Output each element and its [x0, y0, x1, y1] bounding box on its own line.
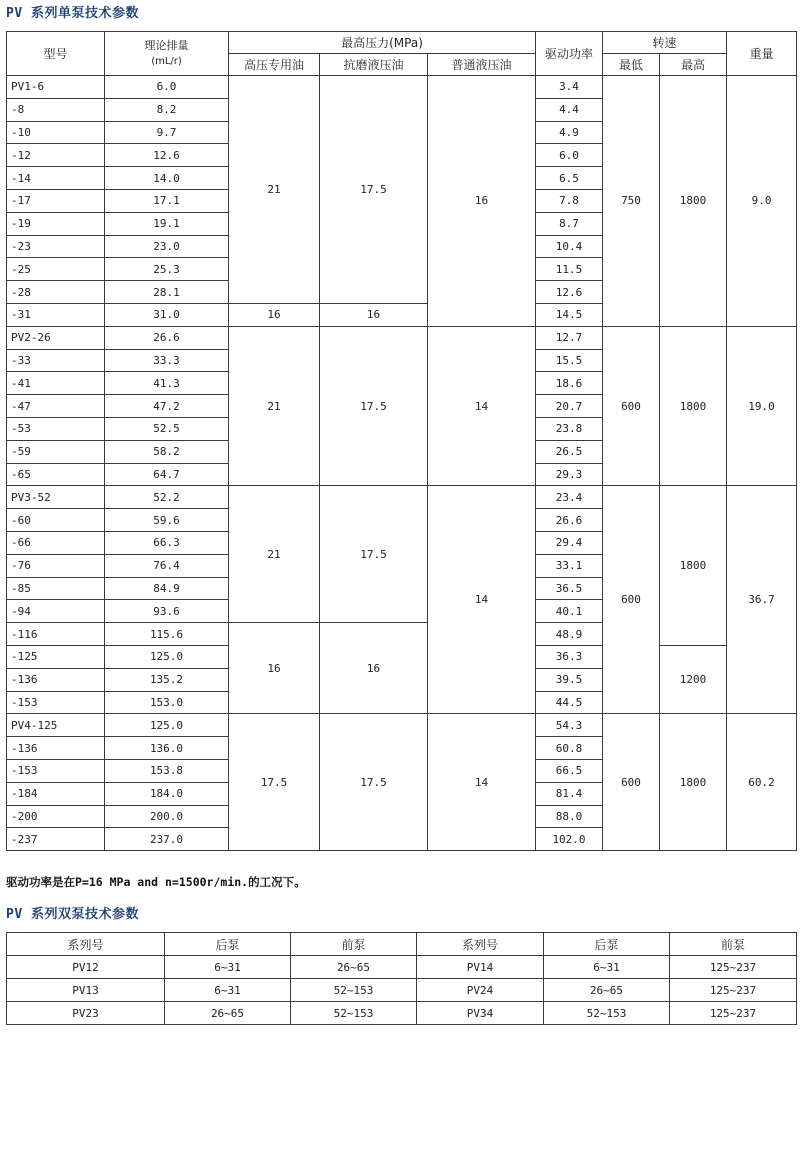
aw-oil-g4: 17.5: [320, 714, 428, 851]
displacement-cell: 6.0: [105, 76, 229, 99]
double-cell: 52~153: [544, 1002, 670, 1025]
model-cell: -28: [7, 281, 105, 304]
speed-max-g3: 1800: [660, 486, 727, 646]
model-cell: -10: [7, 121, 105, 144]
displacement-cell: 153.0: [105, 691, 229, 714]
speed-min-g2: 600: [603, 326, 660, 486]
aw-oil-g1b: 16: [320, 303, 428, 326]
model-cell: -47: [7, 395, 105, 418]
drive-power-cell: 48.9: [536, 623, 603, 646]
drive-power-cell: 8.7: [536, 212, 603, 235]
header-speed: 转速: [603, 32, 727, 54]
displacement-cell: 52.2: [105, 486, 229, 509]
double-pump-table: [6, 932, 797, 1025]
displacement-cell: 19.1: [105, 212, 229, 235]
double-cell: 26~65: [291, 956, 417, 979]
speed-min-g4: 600: [603, 714, 660, 851]
double-cell: PV34: [417, 1002, 544, 1025]
header-normal-oil: 普通液压油: [428, 54, 536, 76]
speed-max-g3b: 1200: [660, 645, 727, 713]
table-row: [7, 714, 797, 737]
header-hp-oil: 高压专用油: [229, 54, 320, 76]
table-row: [7, 76, 797, 99]
displacement-cell: 41.3: [105, 372, 229, 395]
displacement-cell: 200.0: [105, 805, 229, 828]
weight-g2: 19.0: [727, 326, 797, 486]
drive-power-cell: 12.6: [536, 281, 603, 304]
drive-power-cell: 44.5: [536, 691, 603, 714]
displacement-cell: 153.8: [105, 759, 229, 782]
displacement-cell: 8.2: [105, 98, 229, 121]
normal-oil-g4: 14: [428, 714, 536, 851]
drive-power-cell: 6.0: [536, 144, 603, 167]
drive-power-cell: 23.4: [536, 486, 603, 509]
model-cell: PV1-6: [7, 76, 105, 99]
displacement-cell: 64.7: [105, 463, 229, 486]
drive-power-note: 驱动功率是在P=16 MPa and n=1500r/min.的工况下。: [6, 875, 306, 889]
model-cell: -33: [7, 349, 105, 372]
model-cell: -60: [7, 509, 105, 532]
drive-power-cell: 88.0: [536, 805, 603, 828]
model-cell: -41: [7, 372, 105, 395]
drive-power-cell: 20.7: [536, 395, 603, 418]
displacement-cell: 135.2: [105, 668, 229, 691]
model-cell: -65: [7, 463, 105, 486]
model-cell: -184: [7, 782, 105, 805]
model-cell: -66: [7, 531, 105, 554]
normal-oil-g3: 14: [428, 486, 536, 714]
table-row: [7, 979, 797, 1002]
displacement-cell: 59.6: [105, 509, 229, 532]
model-cell: -23: [7, 235, 105, 258]
drive-power-cell: 29.3: [536, 463, 603, 486]
model-cell: -85: [7, 577, 105, 600]
model-cell: -94: [7, 600, 105, 623]
displacement-cell: 52.5: [105, 417, 229, 440]
drive-power-cell: 33.1: [536, 554, 603, 577]
model-cell: PV3-52: [7, 486, 105, 509]
model-cell: -59: [7, 440, 105, 463]
model-cell: -153: [7, 691, 105, 714]
aw-oil-g2: 17.5: [320, 326, 428, 486]
displacement-cell: 125.0: [105, 645, 229, 668]
model-cell: -76: [7, 554, 105, 577]
drive-power-cell: 66.5: [536, 759, 603, 782]
double-header-cell: 前泵: [291, 933, 417, 956]
double-header-cell: 后泵: [544, 933, 670, 956]
displacement-cell: 237.0: [105, 828, 229, 851]
drive-power-cell: 39.5: [536, 668, 603, 691]
drive-power-cell: 36.3: [536, 645, 603, 668]
displacement-cell: 12.6: [105, 144, 229, 167]
header-speed-min: 最低: [603, 54, 660, 76]
model-cell: -17: [7, 189, 105, 212]
drive-power-cell: 4.9: [536, 121, 603, 144]
drive-power-cell: 29.4: [536, 531, 603, 554]
displacement-cell: 28.1: [105, 281, 229, 304]
double-header-cell: 系列号: [7, 933, 165, 956]
header-drive-power: 驱动功率: [536, 32, 603, 76]
double-cell: PV24: [417, 979, 544, 1002]
displacement-cell: 31.0: [105, 303, 229, 326]
hp-oil-g1: 21: [229, 76, 320, 304]
double-cell: 6~31: [165, 979, 291, 1002]
header-displacement: [105, 32, 229, 76]
model-cell: -8: [7, 98, 105, 121]
model-cell: PV2-26: [7, 326, 105, 349]
drive-power-cell: 6.5: [536, 167, 603, 190]
drive-power-cell: 4.4: [536, 98, 603, 121]
header-aw-oil: 抗磨液压油: [320, 54, 428, 76]
model-cell: -237: [7, 828, 105, 851]
double-cell: 26~65: [544, 979, 670, 1002]
drive-power-cell: 81.4: [536, 782, 603, 805]
displacement-cell: 23.0: [105, 235, 229, 258]
double-cell: 125~237: [670, 1002, 797, 1025]
drive-power-cell: 26.6: [536, 509, 603, 532]
double-cell: 125~237: [670, 979, 797, 1002]
double-cell: 6~31: [544, 956, 670, 979]
double-header-cell: 系列号: [417, 933, 544, 956]
drive-power-cell: 40.1: [536, 600, 603, 623]
double-pump-title: PV 系列双泵技术参数: [6, 907, 139, 922]
displacement-cell: 26.6: [105, 326, 229, 349]
displacement-cell: 17.1: [105, 189, 229, 212]
double-header-cell: 前泵: [670, 933, 797, 956]
header-speed-max: 最高: [660, 54, 727, 76]
displacement-cell: 76.4: [105, 554, 229, 577]
model-cell: PV4-125: [7, 714, 105, 737]
model-cell: -53: [7, 417, 105, 440]
drive-power-cell: 18.6: [536, 372, 603, 395]
double-cell: 26~65: [165, 1002, 291, 1025]
model-cell: -19: [7, 212, 105, 235]
displacement-cell: 66.3: [105, 531, 229, 554]
drive-power-cell: 14.5: [536, 303, 603, 326]
header-model: 型号: [7, 32, 105, 76]
double-cell: 6~31: [165, 956, 291, 979]
displacement-cell: 84.9: [105, 577, 229, 600]
drive-power-cell: 3.4: [536, 76, 603, 99]
drive-power-cell: 102.0: [536, 828, 603, 851]
double-cell: 52~153: [291, 1002, 417, 1025]
model-cell: -116: [7, 623, 105, 646]
drive-power-cell: 12.7: [536, 326, 603, 349]
double-header-cell: 后泵: [165, 933, 291, 956]
drive-power-cell: 60.8: [536, 737, 603, 760]
drive-power-cell: 26.5: [536, 440, 603, 463]
table-row: [7, 326, 797, 349]
speed-min-g3: 600: [603, 486, 660, 714]
normal-oil-g1: 16: [428, 76, 536, 327]
drive-power-cell: 7.8: [536, 189, 603, 212]
single-pump-title: PV 系列单泵技术参数: [6, 6, 139, 21]
model-cell: -200: [7, 805, 105, 828]
model-cell: -153: [7, 759, 105, 782]
drive-power-cell: 23.8: [536, 417, 603, 440]
hp-oil-g4: 17.5: [229, 714, 320, 851]
speed-max-g2: 1800: [660, 326, 727, 486]
model-cell: -136: [7, 737, 105, 760]
aw-oil-g1: 17.5: [320, 76, 428, 304]
normal-oil-g2: 14: [428, 326, 536, 486]
header-max-pressure: 最高压力(MPa): [229, 32, 536, 54]
speed-min-g1: 750: [603, 76, 660, 327]
drive-power-cell: 10.4: [536, 235, 603, 258]
drive-power-cell: 54.3: [536, 714, 603, 737]
displacement-cell: 93.6: [105, 600, 229, 623]
table-row: [7, 486, 797, 509]
hp-oil-g1b: 16: [229, 303, 320, 326]
displacement-cell: 47.2: [105, 395, 229, 418]
weight-g1: 9.0: [727, 76, 797, 327]
aw-oil-g3: 17.5: [320, 486, 428, 623]
table-row: [7, 1002, 797, 1025]
weight-g4: 60.2: [727, 714, 797, 851]
model-cell: -125: [7, 645, 105, 668]
displacement-cell: 25.3: [105, 258, 229, 281]
displacement-cell: 115.6: [105, 623, 229, 646]
displacement-cell: 9.7: [105, 121, 229, 144]
hp-oil-g2: 21: [229, 326, 320, 486]
displacement-cell: 14.0: [105, 167, 229, 190]
hp-oil-g3b: 16: [229, 623, 320, 714]
displacement-cell: 125.0: [105, 714, 229, 737]
model-cell: -12: [7, 144, 105, 167]
drive-power-cell: 15.5: [536, 349, 603, 372]
double-cell: PV14: [417, 956, 544, 979]
aw-oil-g3b: 16: [320, 623, 428, 714]
double-cell: PV12: [7, 956, 165, 979]
table-row: [7, 956, 797, 979]
double-cell: PV23: [7, 1002, 165, 1025]
model-cell: -136: [7, 668, 105, 691]
hp-oil-g3: 21: [229, 486, 320, 623]
header-weight: 重量: [727, 32, 797, 76]
drive-power-cell: 36.5: [536, 577, 603, 600]
speed-max-g4: 1800: [660, 714, 727, 851]
displacement-cell: 58.2: [105, 440, 229, 463]
displacement-cell: 136.0: [105, 737, 229, 760]
single-pump-table: [6, 31, 797, 851]
header-displacement-unit: (mL/r): [151, 56, 182, 67]
double-cell: 52~153: [291, 979, 417, 1002]
weight-g3: 36.7: [727, 486, 797, 714]
displacement-cell: 184.0: [105, 782, 229, 805]
model-cell: -14: [7, 167, 105, 190]
drive-power-cell: 11.5: [536, 258, 603, 281]
speed-max-g1: 1800: [660, 76, 727, 327]
model-cell: -25: [7, 258, 105, 281]
displacement-cell: 33.3: [105, 349, 229, 372]
double-cell: PV13: [7, 979, 165, 1002]
model-cell: -31: [7, 303, 105, 326]
double-cell: 125~237: [670, 956, 797, 979]
header-displacement-label: 理论排量: [144, 39, 189, 52]
